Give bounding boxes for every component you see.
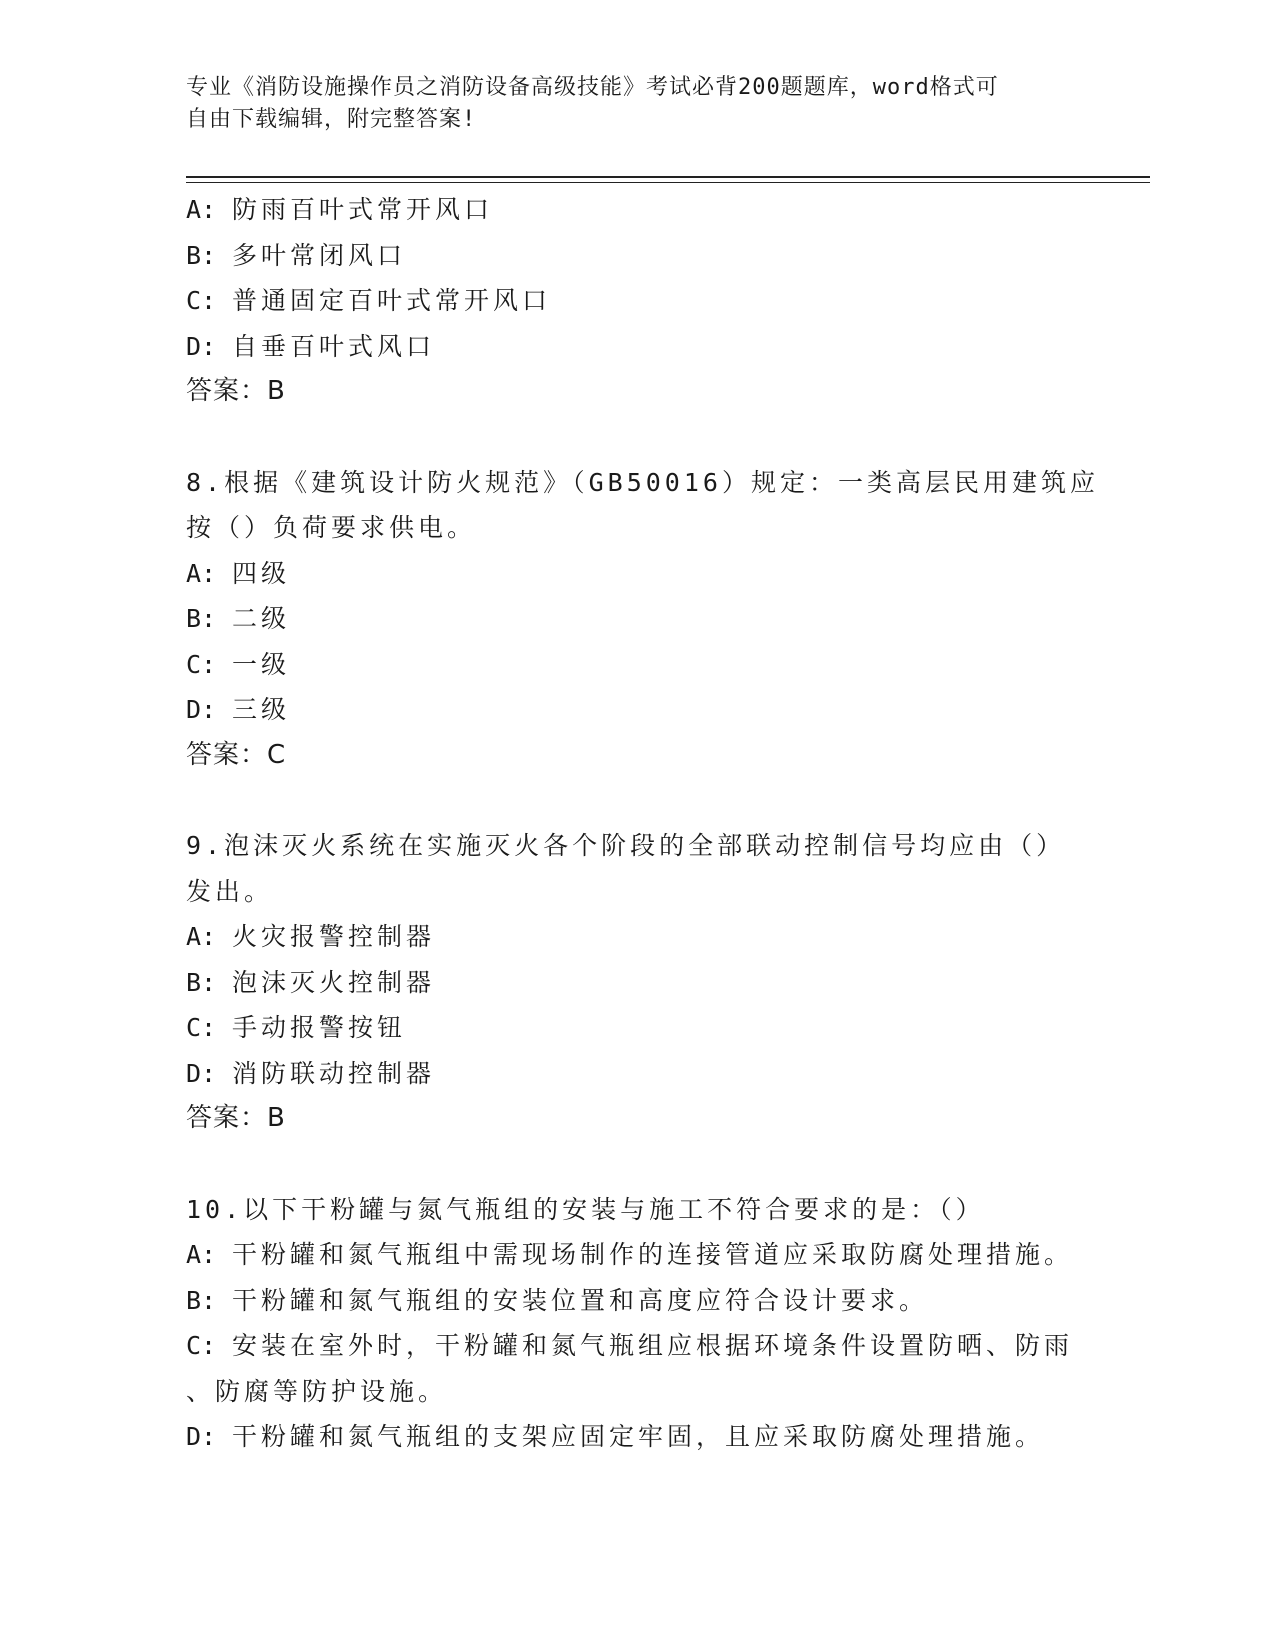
document-body [186, 187, 1126, 1460]
option-text: 普通固定百叶式常开风口 [232, 286, 552, 315]
question-7-continued [186, 187, 1126, 415]
option-text: 安装在室外时，干粉罐和氮气瓶组应根据环境条件设置防晒、防雨 [232, 1331, 1074, 1360]
option-letter: C: [186, 649, 217, 679]
option-c [186, 1323, 1126, 1369]
option-text: 干粉罐和氮气瓶组的支架应固定牢固，且应采取防腐处理措施。 [232, 1422, 1045, 1451]
option-a [186, 914, 1126, 960]
option-text: 泡沫灭火控制器 [232, 967, 436, 997]
option-d [186, 1414, 1126, 1460]
option-letter: B: [186, 240, 217, 270]
option-letter: A: [186, 922, 217, 951]
option-text: 干粉罐和氮气瓶组的安装位置和高度应符合设计要求。 [232, 1285, 929, 1315]
option-letter: B: [186, 604, 217, 633]
header-title-line-2: 自由下载编辑，附完整答案! [186, 107, 477, 132]
option-letter: D: [186, 1422, 217, 1451]
question-10 [186, 1187, 1126, 1460]
option-b [186, 233, 1126, 279]
option-text: 自垂百叶式风口 [232, 331, 436, 361]
option-text: 一级 [232, 649, 291, 679]
option-letter: A: [186, 195, 217, 224]
question-text-line: 按（）负荷要求供电。 [186, 513, 477, 542]
question-text-line: 9.泡沫灭火系统在实施灭火各个阶段的全部联动控制信号均应由（） [186, 831, 1066, 860]
question-text-line: 10.以下干粉罐与氮气瓶组的安装与施工不符合要求的是：（） [186, 1194, 985, 1224]
option-text: 三级 [232, 695, 291, 724]
option-text: 多叶常闭风口 [232, 240, 407, 270]
option-letter: C: [186, 1013, 217, 1042]
option-b [186, 1278, 1126, 1324]
option-b [186, 960, 1126, 1006]
option-letter: D: [186, 1058, 217, 1088]
option-c [186, 278, 1126, 324]
option-letter: B: [186, 1285, 217, 1315]
option-text: 消防联动控制器 [232, 1058, 436, 1088]
option-text: 二级 [232, 604, 291, 633]
option-letter: B: [186, 967, 217, 997]
option-letter: C: [186, 1331, 217, 1360]
option-letter: A: [186, 1240, 217, 1269]
option-d [186, 324, 1126, 370]
option-text: 干粉罐和氮气瓶组中需现场制作的连接管道应采取防腐处理措施。 [232, 1240, 1074, 1269]
option-a [186, 551, 1126, 597]
option-a [186, 187, 1126, 233]
option-b [186, 596, 1126, 642]
option-text: 四级 [232, 558, 291, 588]
option-letter: D: [186, 331, 217, 361]
option-text: 手动报警按钮 [232, 1013, 407, 1042]
option-c [186, 642, 1126, 688]
option-d [186, 687, 1126, 733]
question-9 [186, 823, 1126, 1142]
option-letter: D: [186, 695, 217, 724]
question-text-line: 8.根据《建筑设计防火规范》（GB50016）规定：一类高层民用建筑应 [186, 467, 1099, 497]
header-title-line-1: 专业《消防设施操作员之消防设备高级技能》考试必背200题题库，word格式可 [186, 75, 999, 100]
answer: 答案：C [186, 739, 287, 770]
option-text: 防雨百叶式常开风口 [232, 195, 494, 224]
answer: 答案：B [186, 376, 286, 406]
question-8 [186, 460, 1126, 779]
option-c [186, 1005, 1126, 1051]
option-text: 火灾报警控制器 [232, 922, 436, 951]
option-c-continuation: 、防腐等防护设施。 [186, 1376, 448, 1406]
option-a [186, 1232, 1126, 1278]
option-d [186, 1051, 1126, 1097]
answer: 答案：B [186, 1103, 286, 1133]
option-letter: A: [186, 558, 217, 588]
question-text-line: 发出。 [186, 876, 274, 906]
header-divider [186, 176, 1150, 183]
option-letter: C: [186, 286, 217, 315]
page-header [186, 72, 1086, 136]
